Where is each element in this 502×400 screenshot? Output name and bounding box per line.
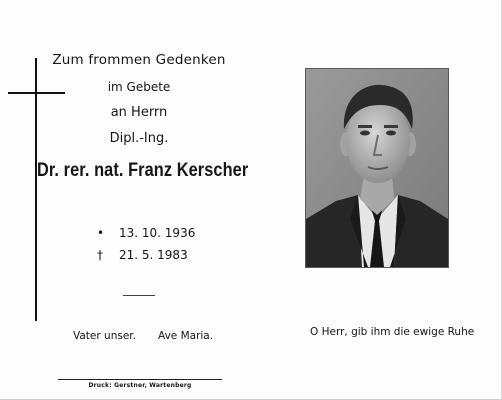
birth-symbol: • (97, 226, 105, 240)
birth-date-row (97, 226, 195, 240)
portrait-illustration (306, 69, 448, 267)
deceased-name: Dr. rer. nat. Franz Kerscher (37, 160, 249, 181)
portrait-photo (305, 68, 449, 268)
prayer-vater-unser: Vater unser. (73, 330, 136, 342)
closing-prayer-line: O Herr, gib ihm die ewige Ruhe (310, 326, 475, 338)
printer-imprint: Druck: Gerstner, Wartenberg (88, 382, 192, 389)
death-cross-symbol: † (97, 248, 103, 262)
academic-title: Dipl.-Ing. (109, 131, 169, 146)
birth-date: 13. 10. 1936 (119, 226, 196, 240)
memorial-heading: Zum frommen Gedenken (52, 52, 226, 68)
divider-dash (123, 295, 155, 296)
prayer-ave-maria: Ave Maria. (158, 330, 214, 342)
cross-vertical-bar (35, 58, 37, 321)
death-date: 21. 5. 1983 (119, 248, 188, 262)
prayer-intro: im Gebete (107, 80, 171, 94)
death-date-row (97, 248, 188, 262)
printer-rule (58, 379, 222, 380)
salutation: an Herrn (110, 105, 168, 120)
